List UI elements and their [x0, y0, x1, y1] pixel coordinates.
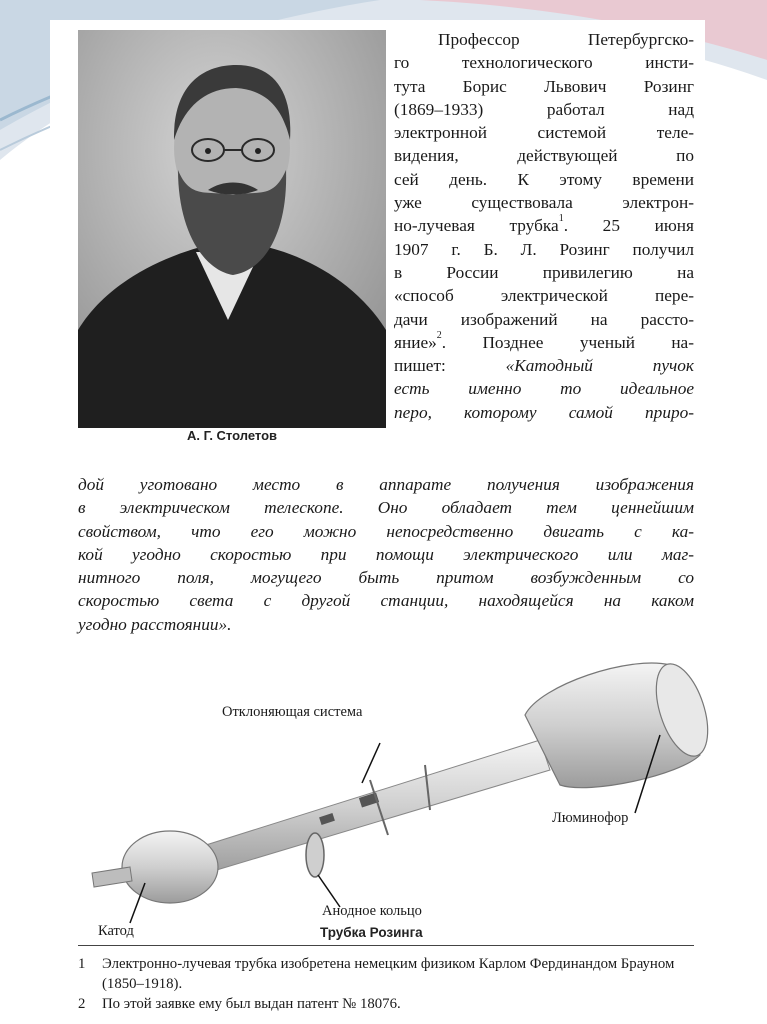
quote-line: нитного поля, могущего быть притом возбужденным со	[78, 568, 694, 588]
text-line: уже существовала электрон-	[394, 193, 694, 213]
text-fragment: яние»	[394, 332, 437, 352]
label-deflecting-system: Отклоняющая система	[222, 704, 363, 720]
text-line: го технологического инсти-	[394, 53, 694, 73]
quote-line: перо, которому самой приро-	[394, 402, 694, 422]
text-line: Профессор Петербургско-	[438, 30, 694, 49]
footnote-ref-1: 1	[558, 213, 564, 225]
text-line: «способ электрической пере-	[394, 286, 694, 306]
text-line	[394, 331, 694, 354]
footnotes	[78, 954, 694, 1014]
quote-line: угодно расстоянии».	[78, 614, 232, 634]
body-text-side	[394, 28, 694, 424]
footnote-divider	[78, 945, 694, 946]
rosing-tube-illustration	[70, 635, 710, 930]
text-fragment: но-лучевая трубка	[394, 216, 559, 236]
text-line: тута Борис Львович Розинг	[394, 76, 694, 96]
portrait-caption: А. Г. Столетов	[186, 428, 278, 443]
footnote-item	[78, 954, 694, 994]
label-cathode: Катод	[98, 923, 134, 939]
body-text-full	[78, 473, 694, 636]
text-line: (1869–1933) работал над	[394, 99, 694, 119]
portrait-photo	[78, 30, 386, 428]
footnote-number: 2	[78, 996, 86, 1012]
footnote-text: По этой заявке ему был выдан патент № 18076.	[102, 996, 401, 1012]
label-phosphor: Люминофор	[552, 810, 629, 826]
text-fragment: пишет:	[394, 356, 506, 376]
quote-line: в электрическом телескопе. Оно обладает тем ценнейшим	[78, 498, 694, 518]
text-line	[394, 214, 694, 237]
text-line: видения, действующей по	[394, 146, 694, 166]
text-line: в России привилегию на	[394, 262, 694, 282]
footnote-text: Электронно-лучевая трубка изобретена немецким физиком Карлом Фердинандом Брауном (1850–1918).	[102, 956, 675, 992]
text-fragment: . 25 июня	[563, 216, 694, 236]
quote-line: дой уготовано место в аппарате получения изображения	[78, 475, 694, 494]
text-line	[394, 354, 694, 377]
footnote-number: 1	[78, 956, 86, 972]
quote-line: свойством, что его можно непосредственно двигать с ка-	[78, 521, 694, 541]
text-fragment: . Позднее ученый на-	[441, 332, 694, 352]
tube-caption: Трубка Розинга	[320, 925, 423, 940]
footnote-item	[78, 994, 694, 1014]
textbook-page	[50, 20, 705, 1024]
quote-fragment: «Катодный пучок	[505, 356, 694, 376]
quote-line: скоростью света с другой станции, находящейся на каком	[78, 591, 694, 611]
quote-line: кой угодно скоростью при помощи электрического или маг-	[78, 544, 694, 564]
footnote-ref-2: 2	[436, 329, 442, 341]
text-line: 1907 г. Б. Л. Розинг получил	[394, 239, 694, 259]
quote-line: есть именно то идеальное	[394, 379, 694, 399]
text-line: электронной системой теле-	[394, 123, 694, 143]
text-line: сей день. К этому времени	[394, 169, 694, 189]
label-anode-ring: Анодное кольцо	[322, 903, 422, 919]
text-line: дачи изображений на рассто-	[394, 309, 694, 329]
